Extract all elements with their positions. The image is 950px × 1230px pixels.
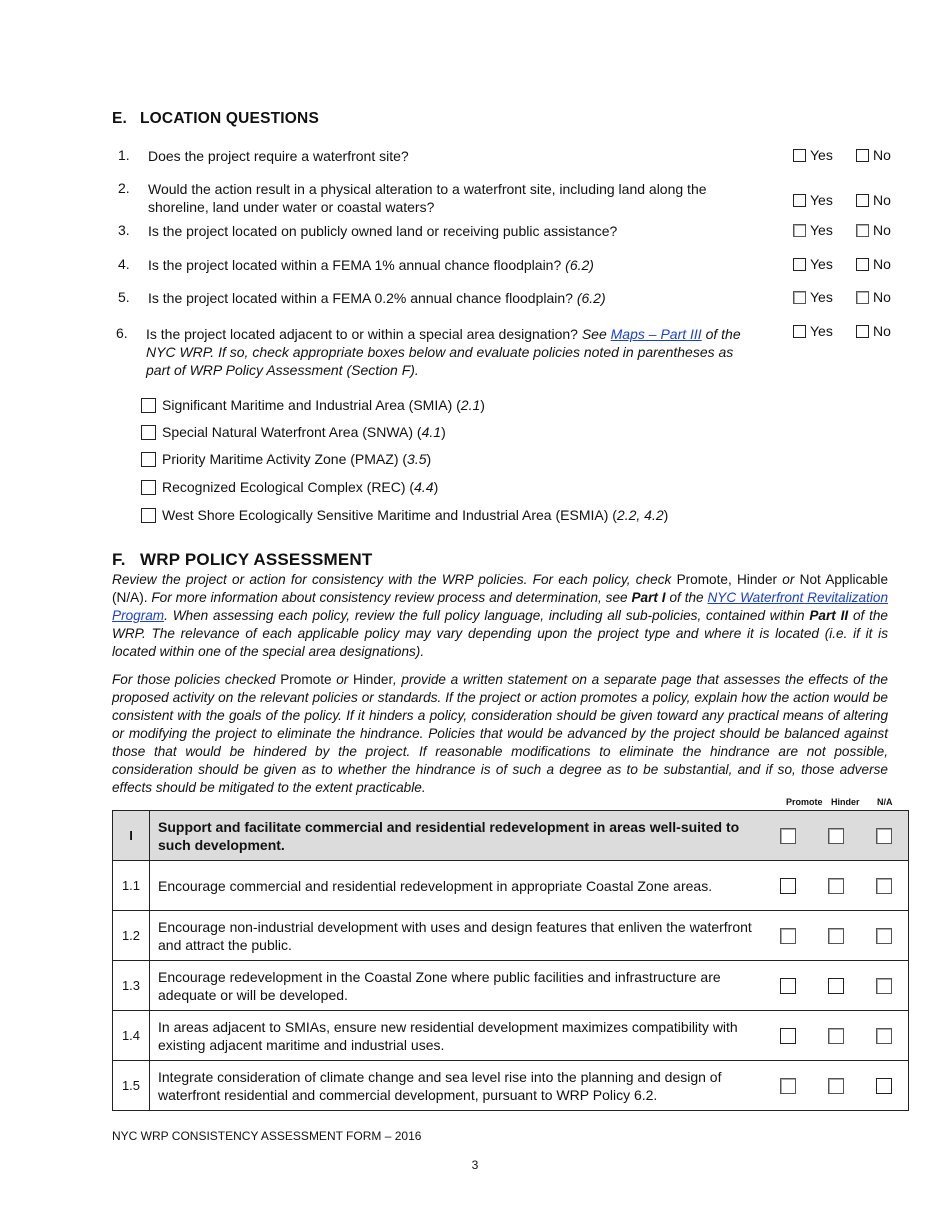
question-6-yes-checkbox[interactable] <box>793 325 806 338</box>
question-5-no-checkbox[interactable] <box>856 291 869 304</box>
question-5-yes-checkbox[interactable] <box>793 291 806 304</box>
section-f-letter: F. <box>112 550 126 569</box>
policy-text: Integrate consideration of climate change and sea level rise into the planning and design of waterfront residential and commercial development, pursuant to WRP Policy 6.2. <box>150 1061 765 1111</box>
section-e-heading <box>112 110 319 128</box>
question-6-text <box>146 325 746 379</box>
area-name: West Shore Ecologically Sensitive Maritime and Industrial Area (ESMIA) ( <box>162 507 617 523</box>
promote-checkbox[interactable] <box>780 878 796 894</box>
area-rec-label <box>162 479 438 495</box>
area-smia-label <box>162 397 485 413</box>
area-item-rec <box>141 479 438 495</box>
question-2-number: 2. <box>118 180 130 196</box>
area-name: Special Natural Waterfront Area (SNWA) ( <box>162 424 422 440</box>
area-esmia-label <box>162 507 668 523</box>
promote-checkbox[interactable] <box>780 1078 796 1094</box>
area-snwa-checkbox[interactable] <box>141 425 156 440</box>
area-name: Priority Maritime Activity Zone (PMAZ) ( <box>162 451 408 467</box>
area-name: Significant Maritime and Industrial Area (SMIA) ( <box>162 397 461 413</box>
area-pmaz-checkbox[interactable] <box>141 452 156 467</box>
area-ref: 4.4 <box>414 479 434 495</box>
area-close: ) <box>441 424 446 440</box>
policy-text: Encourage commercial and residential redevelopment in appropriate Coastal Zone areas. <box>150 861 765 911</box>
area-pmaz-label <box>162 451 431 467</box>
policy-row-main <box>113 811 909 861</box>
policy-number: 1.5 <box>113 1061 150 1111</box>
area-ref: 2.2, 4.2 <box>616 507 664 523</box>
p1-not-applicable: Not Applicable (N/A). <box>112 572 889 605</box>
hinder-checkbox[interactable] <box>828 928 844 944</box>
area-close: ) <box>426 451 432 467</box>
table-row <box>113 861 909 911</box>
question-6-number: 6. <box>116 325 128 341</box>
area-name: Recognized Ecological Complex (REC) ( <box>162 479 415 495</box>
p1-part-ii: Part II <box>809 608 849 623</box>
na-checkbox[interactable] <box>876 1028 892 1044</box>
promote-checkbox[interactable] <box>780 828 796 844</box>
p1-j: of the WRP. The relevance of each applicable policy may vary depending upon the project type and where it is located (i.e. if it is located within one of the special area designations). <box>112 608 888 659</box>
policy-number: 1.2 <box>113 911 150 961</box>
section-e-letter: E. <box>112 110 128 127</box>
hinder-checkbox[interactable] <box>828 1028 844 1044</box>
na-column-header: N/A <box>877 797 893 807</box>
question-4-yes-checkbox[interactable] <box>793 258 806 271</box>
maps-part-iii-link[interactable]: Maps – Part III <box>610 326 702 342</box>
form-footer: NYC WRP CONSISTENCY ASSESSMENT FORM – 2016 <box>112 1129 422 1143</box>
policy-table <box>112 810 909 1111</box>
question-1-text: Does the project require a waterfront site? <box>148 148 409 164</box>
hinder-checkbox[interactable] <box>828 978 844 994</box>
question-5-body: Is the project located within a FEMA 0.2% annual chance floodplain? <box>148 290 573 306</box>
yes-label: Yes <box>810 256 833 272</box>
policy-number: 1.3 <box>113 961 150 1011</box>
na-checkbox[interactable] <box>876 978 892 994</box>
p1-h: . When assessing each policy, review the full policy language, including all sub-policies, contained within <box>164 608 810 623</box>
question-1-yes-checkbox[interactable] <box>793 149 806 162</box>
p2-c: or <box>331 672 353 687</box>
question-2-answer <box>793 192 913 210</box>
promote-checkbox[interactable] <box>780 978 796 994</box>
area-item-esmia <box>141 507 668 523</box>
question-5-text <box>148 289 748 307</box>
question-2-text: Would the action result in a physical alteration to a waterfront site, including land along the shoreline, land under water or coastal waters? <box>148 181 707 215</box>
p1-a: Review the project or action for consistency with the WRP policies. For each policy, check <box>112 572 677 587</box>
area-item-smia <box>141 397 485 413</box>
question-1-number: 1. <box>118 147 130 163</box>
p2-a: For those policies checked <box>112 672 281 687</box>
table-row <box>113 1011 909 1061</box>
question-5-number: 5. <box>118 289 130 305</box>
question-3-no-checkbox[interactable] <box>856 224 869 237</box>
hinder-checkbox[interactable] <box>828 828 844 844</box>
question-4-answer <box>793 256 913 274</box>
area-item-snwa <box>141 424 446 440</box>
question-1-no-checkbox[interactable] <box>856 149 869 162</box>
p2-e: , provide a written statement on a separate page that assesses the effects of the proposed activity on the relevant policies or standards. If the project or action promotes a policy, explain how the action would be consistent with the goals of the policy. If it hinders a policy, consideration should be given toward any practical means of altering or modifying the project to eliminate the hindrance. Policies that would be advanced by the project should be balanced against those that would be hindered by the project. If reasonable modifications to eliminate the hindrance are not possible, consideration should be given as to whether the hindrance is of such a degree as to be substantial, and if so, those adverse effects should be mitigated to the extent practicable. <box>112 672 888 795</box>
nyc-wrp-link[interactable]: NYC Waterfront Revitalization Program <box>112 590 889 623</box>
question-3-yes-checkbox[interactable] <box>793 224 806 237</box>
area-item-pmaz <box>141 451 431 467</box>
yes-label: Yes <box>810 222 833 238</box>
area-smia-checkbox[interactable] <box>141 398 156 413</box>
area-ref: 2.1 <box>460 397 481 413</box>
p1-c: or <box>777 572 800 587</box>
question-2-no-checkbox[interactable] <box>856 194 869 207</box>
no-label: No <box>873 323 891 339</box>
page-number: 3 <box>471 1158 479 1172</box>
question-6-no-checkbox[interactable] <box>856 325 869 338</box>
table-row <box>113 1061 909 1111</box>
p2-hinder: Hinder <box>352 672 393 687</box>
question-4-text <box>148 256 748 274</box>
question-4-number: 4. <box>118 256 130 272</box>
p2-promote: Promote <box>280 672 332 687</box>
policy-number: 1.4 <box>113 1011 150 1061</box>
policy-text: Encourage non-industrial development with uses and design features that enliven the waterfront and attract the public. <box>150 911 765 961</box>
area-esmia-checkbox[interactable] <box>141 508 156 523</box>
area-ref: 4.1 <box>421 424 442 440</box>
question-6-body: Is the project located adjacent to or within a special area designation? <box>146 326 578 342</box>
policy-number: 1.1 <box>113 861 150 911</box>
area-snwa-label <box>162 424 446 440</box>
policy-text: In areas adjacent to SMIAs, ensure new residential development maximizes compatibility with existing adjacent maritime and industrial uses. <box>150 1011 765 1061</box>
hinder-checkbox[interactable] <box>828 1078 844 1094</box>
no-label: No <box>873 147 891 163</box>
na-checkbox[interactable] <box>876 878 892 894</box>
question-6-answer <box>793 323 913 341</box>
section-e-title: LOCATION QUESTIONS <box>140 110 319 127</box>
hinder-column-header: Hinder <box>831 797 860 807</box>
na-checkbox[interactable] <box>876 928 892 944</box>
p1-g: of the <box>665 590 708 605</box>
section-f-title: WRP POLICY ASSESSMENT <box>140 550 373 569</box>
no-label: No <box>873 256 891 272</box>
promote-checkbox[interactable] <box>780 1028 796 1044</box>
question-6-see: See <box>581 326 607 342</box>
yes-label: Yes <box>810 323 833 339</box>
section-f-heading <box>112 550 372 570</box>
yes-label: Yes <box>810 289 833 305</box>
area-close: ) <box>663 507 669 523</box>
question-2-yes-checkbox[interactable] <box>793 194 806 207</box>
policy-text: Encourage redevelopment in the Coastal Zone where public facilities and infrastructure are adequate or will be developed. <box>150 961 765 1011</box>
instructions-paragraph-1 <box>112 571 888 661</box>
question-4-body: Is the project located within a FEMA 1% annual chance floodplain? <box>148 257 562 273</box>
p1-promote-hinder: Promote, Hinder <box>676 572 778 587</box>
na-checkbox[interactable] <box>876 1078 892 1094</box>
yes-label: Yes <box>810 192 833 208</box>
area-rec-checkbox[interactable] <box>141 480 156 495</box>
question-5-ref: (6.2) <box>576 290 606 306</box>
area-ref: 3.5 <box>407 451 427 467</box>
question-6-rest: of the NYC WRP. If so, check appropriate boxes below and evaluate policies noted in parentheses as part of WRP Policy Assessment (Section F). <box>146 326 741 378</box>
instructions-paragraph-2 <box>112 671 888 797</box>
table-row <box>113 961 909 1011</box>
promote-checkbox[interactable] <box>780 928 796 944</box>
question-1-answer <box>793 147 913 165</box>
table-row <box>113 911 909 961</box>
yes-label: Yes <box>810 147 833 163</box>
hinder-checkbox[interactable] <box>828 878 844 894</box>
no-label: No <box>873 192 891 208</box>
policy-text: Support and facilitate commercial and residential redevelopment in areas well-suited to such development. <box>150 811 765 861</box>
na-checkbox[interactable] <box>876 828 892 844</box>
question-3-answer <box>793 222 913 240</box>
no-label: No <box>873 222 891 238</box>
question-4-ref: (6.2) <box>565 257 594 273</box>
question-3-number: 3. <box>118 222 130 238</box>
question-4-no-checkbox[interactable] <box>856 258 869 271</box>
area-close: ) <box>480 397 485 413</box>
area-close: ) <box>433 479 439 495</box>
no-label: No <box>873 289 891 305</box>
promote-column-header: Promote <box>786 797 823 807</box>
policy-number: I <box>113 811 150 861</box>
p1-part-i: Part I <box>631 590 666 605</box>
p1-e: For more information about consistency review process and determination, see <box>147 590 632 605</box>
question-3-text: Is the project located on publicly owned land or receiving public assistance? <box>148 223 618 239</box>
question-5-answer <box>793 289 913 307</box>
